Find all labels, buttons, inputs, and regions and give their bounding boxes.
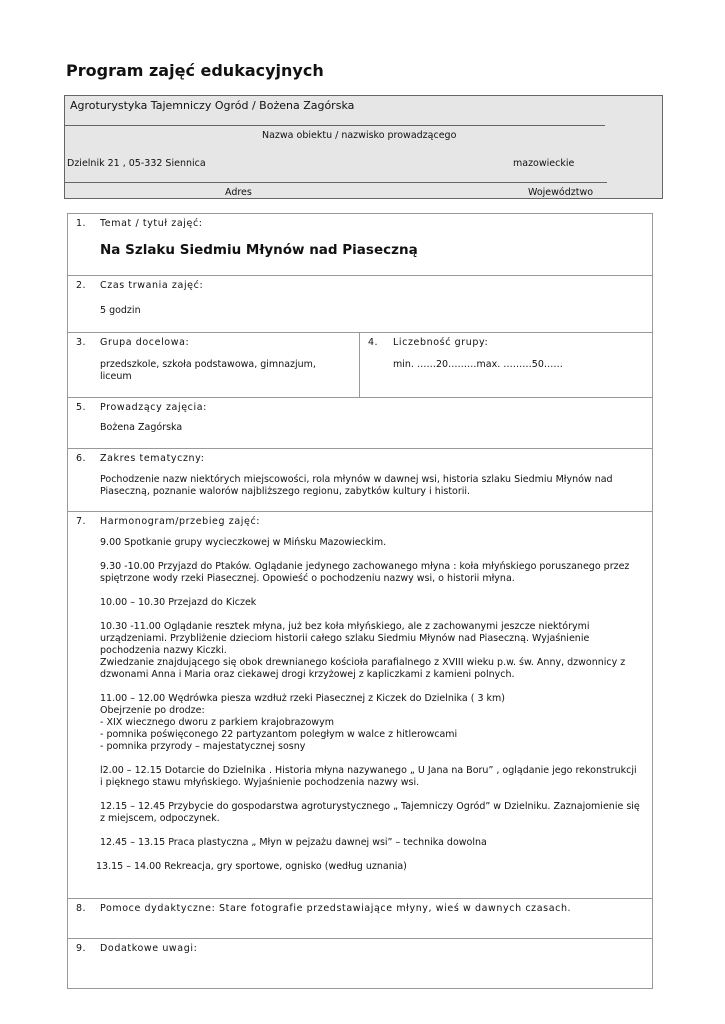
region-caption: Województwo [528,187,594,198]
section-number: 8. [76,903,87,914]
topic-value: Na Szlaku Siedmiu Młynów nad Piaseczną [100,242,418,258]
schedule-item: Obejrzenie po drodze: [100,705,205,716]
section-number: 2. [76,280,87,291]
schedule-walk-block [100,693,640,753]
section-group [68,333,652,398]
schedule-list [96,537,640,873]
section-teaching-aids [68,899,652,939]
page-title: Program zajęć edukacyjnych [66,61,324,80]
facility-header [64,95,663,199]
section-label: Zakres tematyczny: [100,453,205,464]
section-number: 9. [76,943,87,954]
schedule-item: - pomnika poświęconego 22 partyzantom poległym w walce z hitlerowcami [100,729,458,740]
section-remarks [68,939,652,988]
section-topic [68,214,652,276]
schedule-item: 9.30 -10.00 Przyjazd do Ptaków. Oglądanie jedynego zachowanego młyna : koła młyńskiego poruszanego przez spiętrzone wody rzeki Piasecznej. Opowieść o pochodzeniu nazwy wsi, o historii młyna. [100,561,630,584]
schedule-item: 12.15 – 12.45 Przybycie do gospodarstwa agroturystycznego „ Tajemniczy Ogród” w Dzielniku. Zaznajomienie się z miejscem, odpoczynek. [100,801,640,824]
schedule-item: - XIX wiecznego dworu z parkiem krajobrazowym [100,717,334,728]
address-underline [65,182,607,183]
section-number: 1. [76,218,87,229]
section-number: 6. [76,453,87,464]
facility-caption: Nazwa obiektu / nazwisko prowadzącego [262,130,457,141]
schedule-item: 9.00 Spotkanie grupy wycieczkowej w Mińsku Mazowieckim. [100,537,387,548]
schedule-item: 13.15 – 14.00 Rekreacja, gry sportowe, ognisko (według uznania) [96,861,407,872]
target-group-value: przedszkole, szkoła podstawowa, gimnazjum, liceum [100,359,316,382]
section-label: Temat / tytuł zajęć: [100,218,203,229]
schedule-item: 10.30 -11.00 Oglądanie resztek młyna, już bez koła młyńskiego, ale z zachowanymi jeszcze niektórymi urządzeniami. Przybliżenie dzieciom historii całego szlaku Siedmiu Młynów nad Piaseczną. Wyjaśnienie pochodzenia nazwy Kiczki. [100,621,590,656]
section-label: Liczebność grupy: [393,337,489,348]
group-size-value: min. ……20………max. ………50…… [393,359,563,370]
section-number: 5. [76,402,87,413]
section-label: Czas trwania zajęć: [100,280,204,291]
schedule-item: 12.45 – 13.15 Praca plastyczna „ Młyn w pejzażu dawnej wsi” – technika dowolna [100,837,487,848]
schedule-item: Zwiedzanie znajdującego się obok drewnianego kościoła parafialnego z XVIII wieku p.w. św. Anny, dzwonnicy z dzwonami Anna i Maria oraz ciekawej drogi krzyżowej z kapliczkami z kamieni polnych. [100,657,626,680]
section-label: Grupa docelowa: [100,337,190,348]
duration-value: 5 godzin [100,305,141,316]
facility-name: Agroturystyka Tajemniczy Ogród / Bożena Zagórska [70,99,355,112]
address-caption: Adres [225,187,252,198]
schedule-item: 10.00 – 10.30 Przejazd do Kiczek [100,597,257,608]
instructor-value: Bożena Zagórska [100,422,183,433]
section-label: Harmonogram/przebieg zajęć: [100,516,261,527]
section-scope [68,449,652,512]
section-instructor [68,398,652,449]
section-label: Pomoce dydaktyczne: Stare fotografie przedstawiające młyny, wieś w dawnych czasach. [100,903,572,914]
address-value: Dzielnik 21 , 05-332 Siennica [67,158,206,169]
schedule-item: 11.00 – 12.00 Wędrówka piesza wzdłuż rzeki Piasecznej z Kiczek do Dzielnika ( 3 km) [100,693,505,704]
section-number: 4. [368,337,379,348]
column-divider [359,333,360,397]
program-form [67,213,653,989]
section-number: 7. [76,516,87,527]
section-label: Prowadzący zajęcia: [100,402,207,413]
section-duration [68,276,652,333]
section-label: Dodatkowe uwagi: [100,943,198,954]
facility-underline [65,125,605,126]
region-value: mazowieckie [513,158,575,169]
section-number: 3. [76,337,87,348]
scope-value: Pochodzenie nazw niektórych miejscowości, rola młynów w dawnej wsi, historia szlaku Siedmiu Młynów nad Piaseczną, poznanie walorów najbliższego regionu, zabytków kultury i historii. [100,474,613,497]
section-schedule [68,512,652,899]
schedule-item: - pomnika przyrody – majestatycznej sosny [100,741,306,752]
schedule-item: l2.00 – 12.15 Dotarcie do Dzielnika . Historia młyna nazywanego „ U Jana na Boru” , oglądanie jego rekonstrukcji i pięknego stawu młyńskiego. Wyjaśnienie pochodzenia nazwy wsi. [100,765,637,788]
